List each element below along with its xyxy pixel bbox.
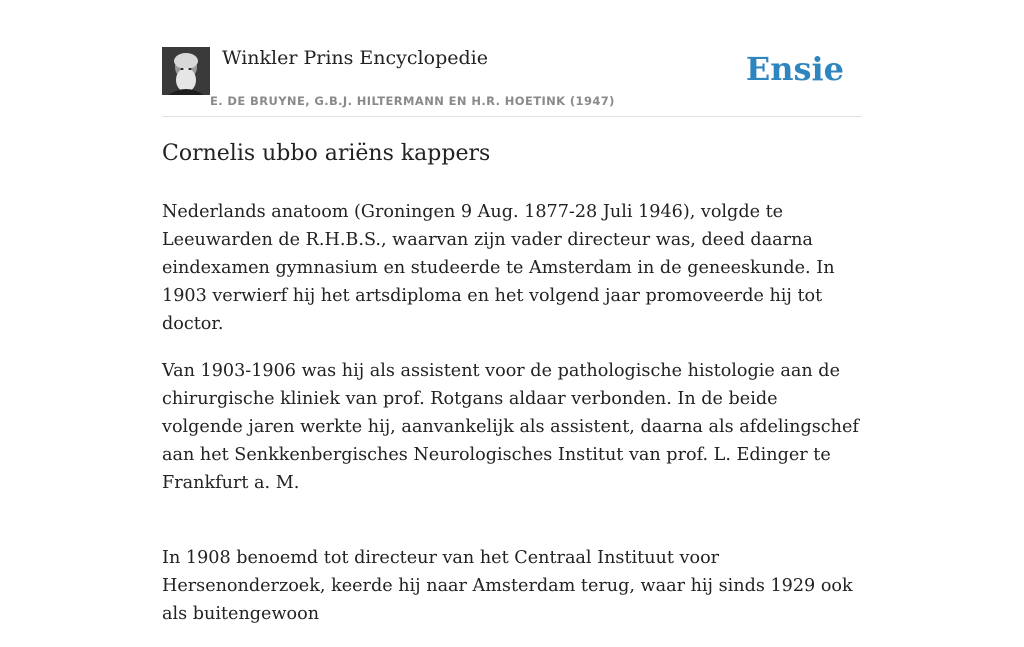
article-paragraph-1: Nederlands anatoom (Groningen 9 Aug. 1877-28 Juli 1946), volgde te Leeuwarden de R.H.B.S., waarvan zijn vader directeur was, deed daarna eindexamen gymnasium en studeerde te Amsterdam in de geneeskunde. In 1903 verwierf hij het artsdiploma en het volgend jaar promoveerde hij tot doctor.: [162, 202, 835, 334]
article-paragraph-3: In 1908 benoemd tot directeur van het Centraal Instituut voor Hersenonderzoek, keerde hij naar Amsterdam terug, waar hij sinds 1929 ook als buitengewoon: [162, 548, 853, 624]
article-title: Cornelis ubbo ariëns kappers: [162, 141, 491, 166]
article-paragraph-2: Van 1903-1906 was hij als assistent voor de pathologische histologie aan de chirurgische kliniek van prof. Rotgans aldaar verbonden. In de beide volgende jaren werkte hij, aanvankelijk als assistent, daarna als afdelingschef aan het Senkkenbergisches Neurologisches Institut van prof. L. Edinger te Frankfurt a. M.: [162, 361, 859, 493]
site-title[interactable]: Winkler Prins Encyclopedie: [222, 47, 488, 69]
brand-logo[interactable]: Ensie: [745, 50, 844, 88]
portrait-avatar-icon[interactable]: [162, 47, 210, 95]
site-header: [162, 0, 862, 117]
authors-byline: E. DE BRUYNE, G.B.J. HILTERMANN EN H.R. HOETINK (1947): [210, 94, 615, 108]
article: [162, 136, 862, 647]
